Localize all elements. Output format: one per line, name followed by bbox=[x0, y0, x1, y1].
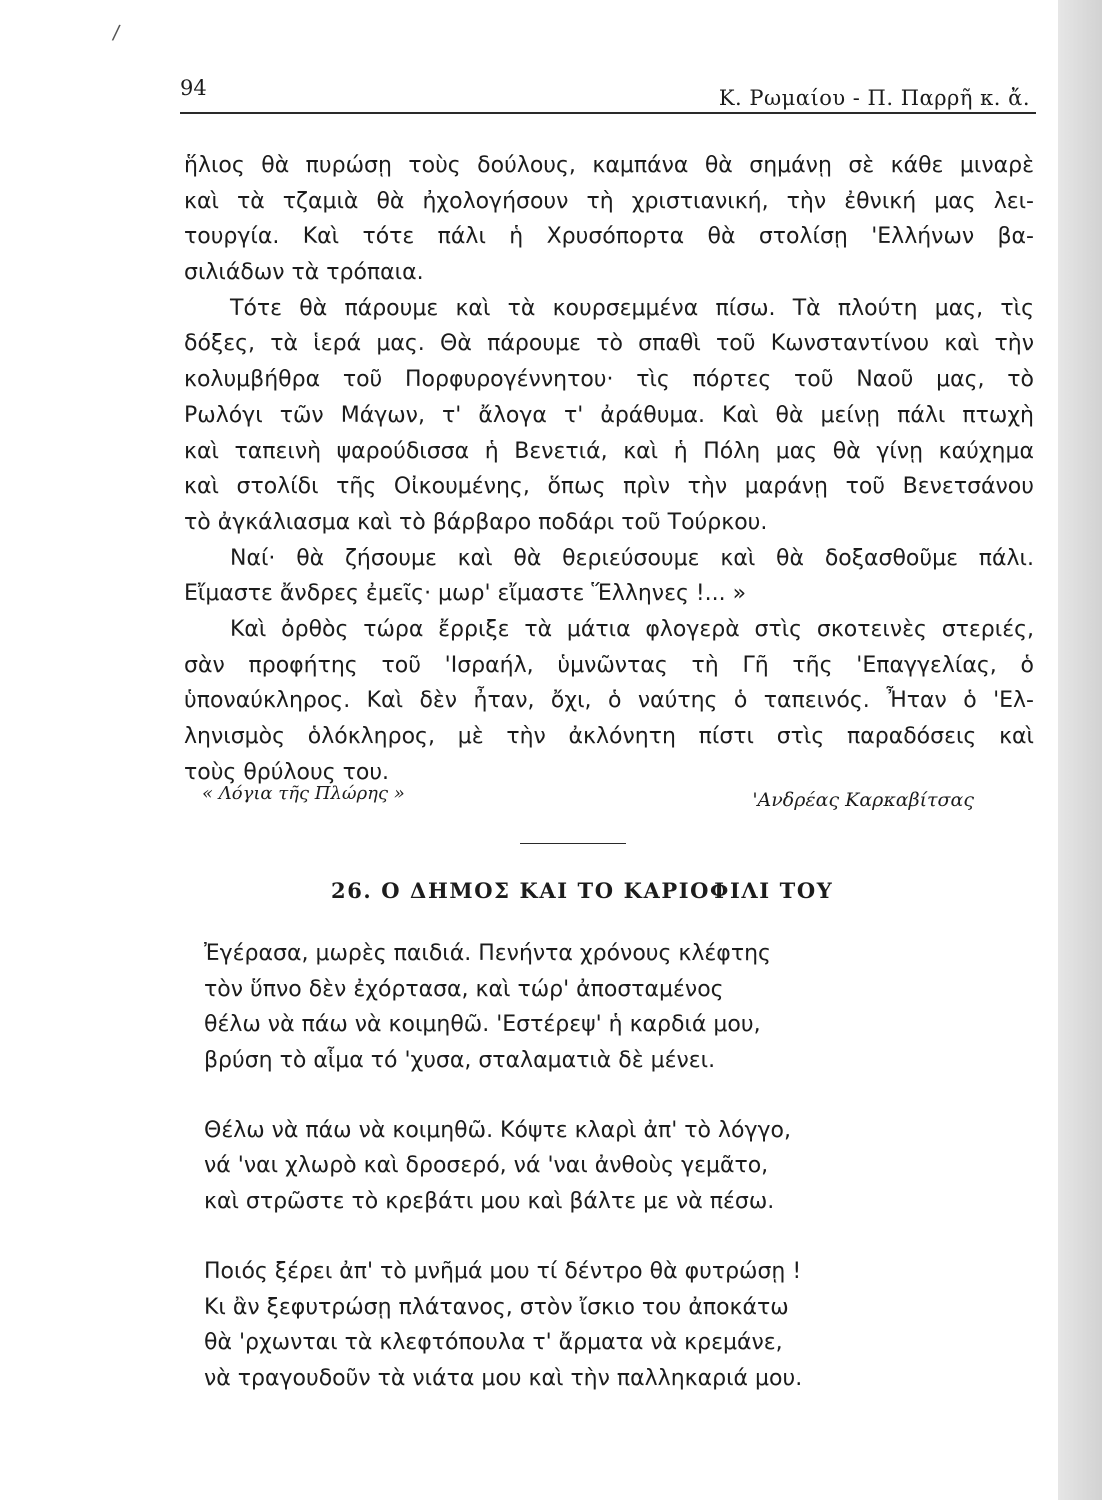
verse-line: Κι ἂν ξεφυτρώσῃ πλάτανος, στὸν ἴσκιο του ἀποκάτω bbox=[204, 1294, 789, 1320]
verse-line: τὸν ὕπνο δὲν ἐχόρτασα, καὶ τώρ' ἀποσταμένος bbox=[204, 976, 724, 1002]
verse-line: Ἐγέρασα, μωρὲς παιδιά. Πενήντα χρόνους κλέφτης bbox=[204, 941, 771, 966]
verse-line: θὰ 'ρχωνται τὰ κλεφτόπουλα τ' ἄρματα νὰ κρεμάνε, bbox=[204, 1330, 783, 1356]
prose-line: Ναί· θὰ ζήσουμε καὶ θὰ θεριεύσουμε καὶ θὰ δοξασθοῦμε πάλι. bbox=[230, 545, 1034, 571]
prose-line: τὸ ἀγκάλιασμα καὶ τὸ βάρβαρο ποδάρι τοῦ Τούρκου. bbox=[184, 509, 768, 535]
margin-mark: / bbox=[111, 19, 122, 45]
prose-line: τοὺς θρύλους του. bbox=[184, 759, 390, 785]
prose-line: ὑποναύκληρος. Καὶ δὲν ἦταν, ὄχι, ὁ ναύτης ὁ ταπεινός. Ἦταν ὁ 'Ελ- bbox=[184, 688, 1034, 714]
prose-line: καὶ ταπεινὴ ψαρούδισσα ἡ Βενετιά, καὶ ἡ Πόλη μας θὰ γίνῃ καύχημα bbox=[184, 438, 1034, 464]
verse-line: νά 'ναι χλωρὸ καὶ δροσερό, νά 'ναι ἀνθοὺς γεμᾶτο, bbox=[204, 1153, 769, 1179]
poem-body bbox=[204, 936, 924, 1431]
prose-line: καὶ τὰ τζαμιὰ θὰ ἠχολογήσουν τὴ χριστιανική, τὴν ἐθνική μας λει- bbox=[184, 188, 1034, 214]
prose-passage bbox=[184, 148, 1034, 790]
prose-line: ληνισμὸς ὁλόκληρος, μὲ τὴν ἀκλόνητη πίστι στὶς παραδόσεις καὶ bbox=[184, 724, 1034, 749]
page-header bbox=[180, 72, 1036, 114]
stanza bbox=[204, 1113, 924, 1220]
attribution bbox=[202, 783, 974, 813]
stanza bbox=[204, 936, 924, 1079]
prose-line: δόξες, τὰ ἱερά μας. Θὰ πάρουμε τὸ σπαθὶ τοῦ Κωνσταντίνου καὶ τὴν bbox=[184, 331, 1034, 357]
verse-line: Ποιός ξέρει ἀπ' τὸ μνῆμά μου τί δέντρο θὰ φυτρώσῃ ! bbox=[204, 1258, 802, 1284]
prose-line: σὰν προφήτης τοῦ 'Ισραήλ, ὑμνῶντας τὴ Γῆ τῆς 'Επαγγελίας, ὁ bbox=[184, 652, 1034, 678]
author-name: 'Ανδρέας Καρκαβίτσας bbox=[752, 789, 974, 811]
prose-line: σιλιάδων τὰ τρόπαια. bbox=[184, 260, 424, 286]
verse-line: θέλω νὰ πάω νὰ κοιμηθῶ. 'Εστέρεψ' ἡ καρδιά μου, bbox=[204, 1012, 761, 1038]
prose-line: καὶ στολίδι τῆς Οἰκουμένης, ὅπως πρὶν τὴν μαράνῃ τοῦ Βενετσάνου bbox=[184, 474, 1034, 500]
verse-line: νὰ τραγουδοῦν τὰ νιάτα μου καὶ τὴν παλληκαριά μου. bbox=[204, 1365, 803, 1391]
prose-line: ἥλιος θὰ πυρώσῃ τοὺς δούλους, καμπάνα θὰ σημάνῃ σὲ κάθε μιναρὲ bbox=[184, 153, 1034, 178]
prose-line: Ρωλόγι τῶν Μάγων, τ' ἄλογα τ' ἀράθυμα. Καὶ θὰ μείνῃ πάλι πτωχὴ bbox=[184, 402, 1034, 428]
verse-line: βρύση τὸ αἷμα τό 'χυσα, σταλαματιὰ δὲ μένει. bbox=[204, 1048, 716, 1074]
running-head: Κ. Ρωμαίου - Π. Παρρῆ κ. ἄ. bbox=[718, 86, 1030, 110]
section-divider bbox=[520, 843, 626, 844]
verse-line: καὶ στρῶστε τὸ κρεβάτι μου καὶ βάλτε με νὰ πέσω. bbox=[204, 1189, 775, 1215]
prose-line: Εἴμαστε ἄνδρες ἐμεῖς· μωρ' εἴμαστε Ἕλληνες !... » bbox=[184, 581, 747, 607]
page-edge-shadow bbox=[1058, 0, 1102, 1500]
poem-title: 26. Ο ΔΗΜΟΣ ΚΑΙ ΤΟ ΚΑΡΙΟΦΙΛΙ ΤΟΥ bbox=[331, 878, 834, 903]
prose-line: Τότε θὰ πάρουμε καὶ τὰ κουρσεμμένα πίσω. Τὰ πλούτη μας, τὶς bbox=[230, 295, 1034, 321]
verse-line: Θέλω νὰ πάω νὰ κοιμηθῶ. Κόψτε κλαρὶ ἀπ' τὸ λόγγο, bbox=[204, 1117, 791, 1143]
source-title: « Λόγια τῆς Πλώρης » bbox=[202, 783, 405, 804]
prose-line: Καὶ ὀρθὸς τώρα ἔρριξε τὰ μάτια φλογερὰ στὶς σκοτεινὲς στεριές, bbox=[230, 616, 1034, 642]
prose-line: τουργία. Καὶ τότε πάλι ἡ Χρυσόπορτα θὰ στολίσῃ 'Ελλήνων βα- bbox=[184, 224, 1034, 250]
prose-line: κολυμβήθρα τοῦ Πορφυρογέννητου· τὶς πόρτες τοῦ Ναοῦ μας, τὸ bbox=[184, 367, 1034, 393]
page-number: 94 bbox=[180, 76, 207, 100]
stanza bbox=[204, 1254, 924, 1397]
